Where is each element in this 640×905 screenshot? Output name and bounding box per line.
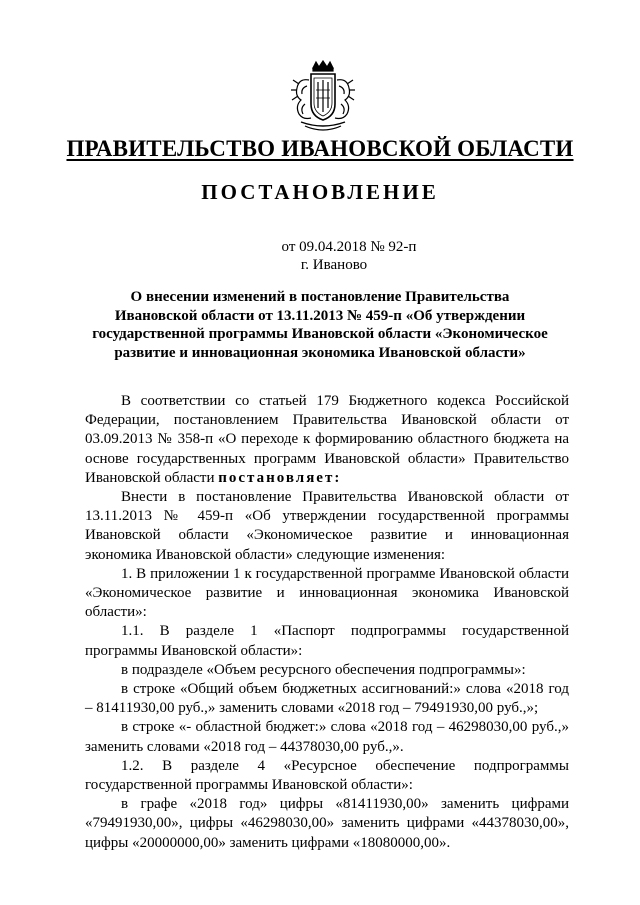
document-body <box>85 392 569 853</box>
document-date-number: от 09.04.2018 № 92-п <box>281 239 417 255</box>
body-paragraph-9: в графе «2018 год» цифры «81411930,00» заменить цифрами «79491930,00», цифры «46298030,00» заменить цифрами «44378030,00», цифры «20000000,00» заменить цифрами «18080000,00». <box>85 796 569 851</box>
body-paragraph-7: в строке «- областной бюджет:» слова «2018 год – 46298030,00 руб.,» заменить словами «2018 год – 44378030,00 руб.,». <box>85 719 569 755</box>
resolution-keyword: постановляет: <box>218 469 342 486</box>
body-paragraph-6: в строке «Общий объем бюджетных ассигнований:» слова «2018 год – 81411930,00 руб.,» заменить словами «2018 год – 79491930,00 руб.,»; <box>85 681 569 717</box>
document-subject: О внесении изменений в постановление Правительства Ивановской области от 13.11.2013 № 459-п «Об утверждении государственной программы Ивановской области «Экономическое развитие и инновационная экономика Ивановской области» <box>92 289 548 361</box>
document-city: г. Иваново <box>300 257 368 273</box>
document-type-title: ПОСТАНОВЛЕНИЕ <box>201 180 439 204</box>
body-paragraph-8: 1.2. В разделе 4 «Ресурсное обеспечение подпрограммы государственной программы Ивановской области»: <box>85 757 569 794</box>
document-meta <box>0 238 640 274</box>
body-paragraph-5: в подразделе «Объем ресурсного обеспечения подпрограммы»: <box>121 661 526 678</box>
government-title: ПРАВИТЕЛЬСТВО ИВАНОВСКОЙ ОБЛАСТИ <box>66 136 574 161</box>
coat-of-arms-emblem <box>287 60 359 136</box>
body-paragraph-1-text: В соответствии со статьей 179 Бюджетного кодекса Российской Федерации, постановлением Правительства Ивановской области от 03.09.2013 № 358-п «О переходе к формированию областного бюджета на основе государственных программ Ивановской области» Правительство Ивановской области <box>85 393 569 486</box>
body-paragraph-3: 1. В приложении 1 к государственной программе Ивановской области «Экономическое развитие и инновационная экономика Ивановской области»: <box>85 565 569 621</box>
body-paragraph-2: Внести в постановление Правительства Ивановской области от 13.11.2013 № 459-п «Об утверждении государственной программы Ивановской области «Экономическое развитие и инновационная экономика Ивановской области» следующие изменения: <box>85 489 569 563</box>
body-paragraph-1 <box>85 392 569 488</box>
body-paragraph-4: 1.1. В разделе 1 «Паспорт подпрограммы государственной программы Ивановской области»: <box>85 623 569 659</box>
